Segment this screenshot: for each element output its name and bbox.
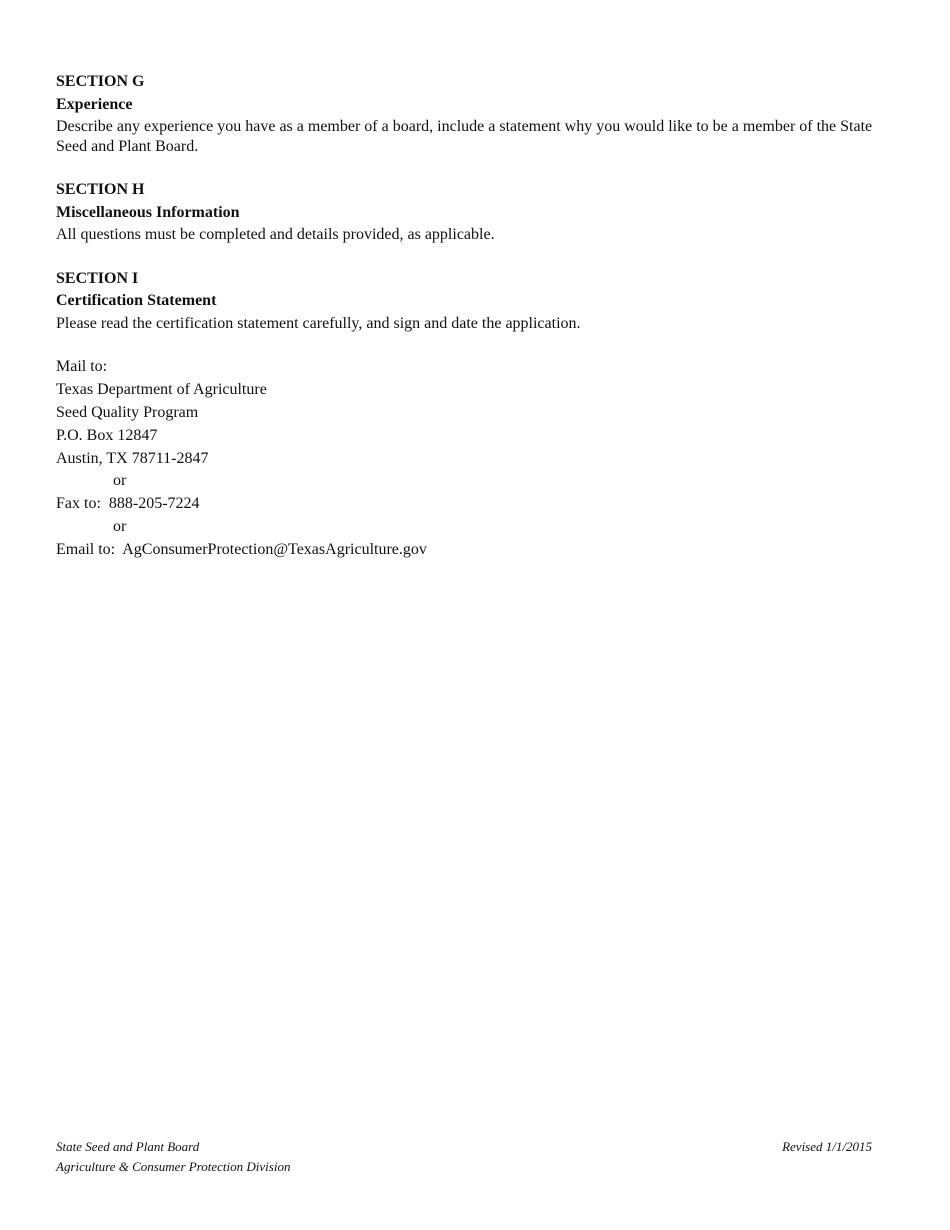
section-i-heading: SECTION I bbox=[56, 269, 139, 287]
section-h-heading: SECTION H bbox=[56, 181, 145, 198]
footer-left bbox=[56, 1137, 290, 1176]
section-g bbox=[56, 72, 906, 156]
email-line: Email to: AgConsumerProtection@TexasAgriculture.gov bbox=[56, 541, 427, 559]
section-h bbox=[56, 180, 906, 245]
section-g-heading: SECTION G bbox=[56, 73, 145, 90]
or-separator: or bbox=[113, 472, 127, 490]
section-i-title: Certification Statement bbox=[56, 292, 217, 309]
page-footer bbox=[56, 1137, 872, 1176]
org-name: Texas Department of Agriculture bbox=[56, 380, 267, 398]
footer-board-name: State Seed and Plant Board bbox=[56, 1139, 200, 1154]
footer-revised-date: Revised 1/1/2015 bbox=[782, 1139, 872, 1154]
section-g-description: Describe any experience you have as a member of a board, include a statement why you would like to be a member of the State Seed and Plant Board. bbox=[56, 118, 873, 155]
footer-division-name: Agriculture & Consumer Protection Division bbox=[56, 1158, 291, 1174]
or-separator: or bbox=[113, 518, 127, 536]
mail-label: Mail to: bbox=[56, 358, 108, 375]
section-i-description: Please read the certification statement carefully, and sign and date the application. bbox=[56, 314, 581, 332]
section-h-description: All questions must be completed and details provided, as applicable. bbox=[56, 226, 495, 243]
city-state-zip: Austin, TX 78711-2847 bbox=[56, 449, 209, 467]
po-box: P.O. Box 12847 bbox=[56, 426, 158, 444]
document-page bbox=[56, 72, 906, 563]
section-h-title: Miscellaneous Information bbox=[56, 203, 240, 221]
fax-line: Fax to: 888-205-7224 bbox=[56, 495, 200, 513]
section-g-title: Experience bbox=[56, 95, 133, 113]
program-name: Seed Quality Program bbox=[56, 403, 199, 421]
contact-block bbox=[56, 357, 906, 560]
section-i bbox=[56, 269, 906, 334]
